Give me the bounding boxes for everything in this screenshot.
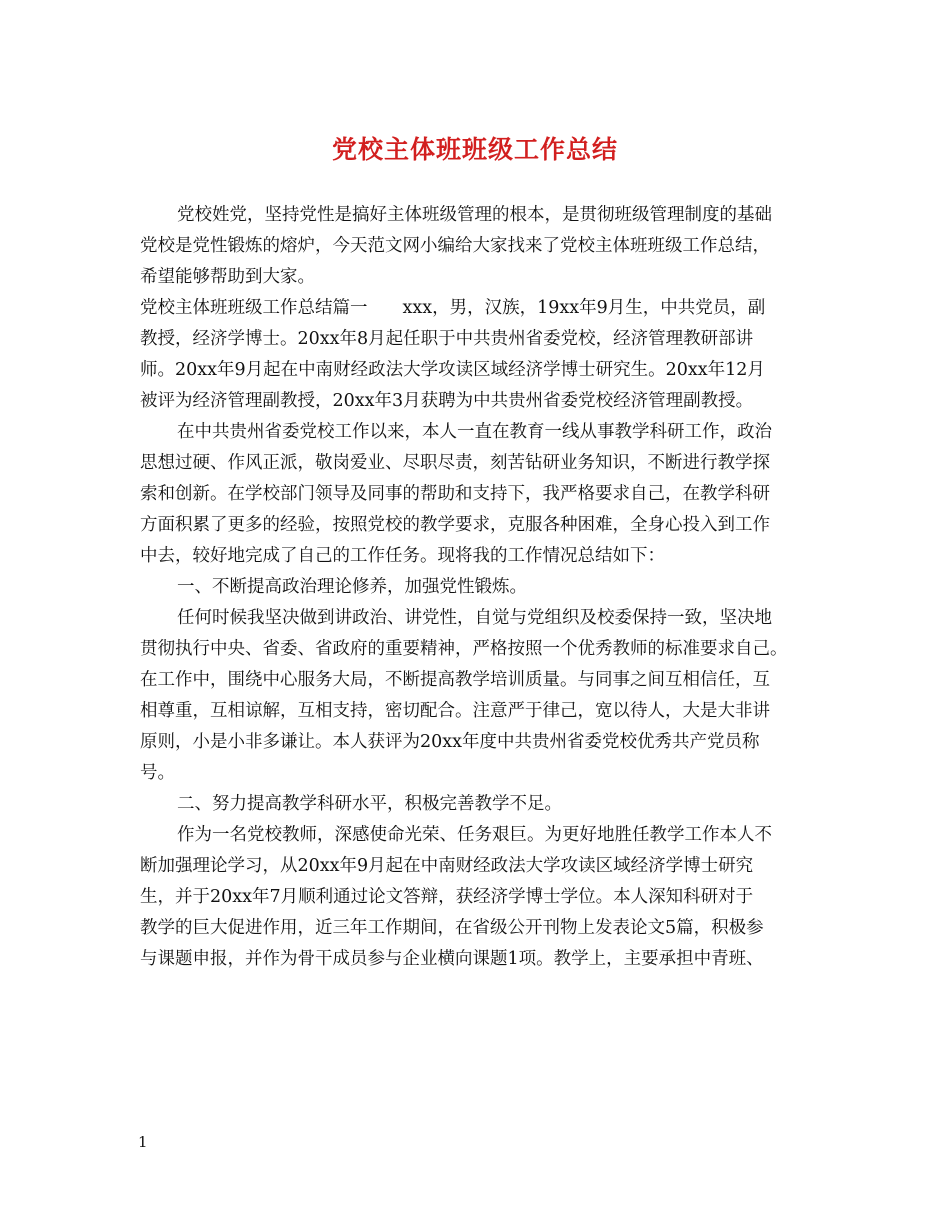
body-line: 生，并于20xx年7月顺利通过论文答辩，获经济学博士学位。本人深知科研对于 (140, 887, 754, 907)
document-body (140, 200, 815, 975)
body-line: 断加强理论学习，从20xx年9月起在中南财经政法大学攻读区域经济学博士研究 (140, 856, 754, 876)
body-line: 相尊重，互相谅解，互相支持，密切配合。注意严于律己，宽以待人，大是大非讲 (140, 701, 770, 721)
body-line: 方面积累了更多的经验，按照党校的教学要求，克服各种困难，全身心投入到工作 (140, 515, 770, 535)
body-line: 党校主体班班级工作总结篇一 xxx，男，汉族，19xx年9月生，中共党员，副 (140, 298, 766, 318)
body-line: 党校是党性锻炼的熔炉，今天范文网小编给大家找来了党校主体班班级工作总结， (140, 236, 770, 256)
body-line: 在工作中，围绕中心服务大局，不断提高教学培训质量。与同事之间互相信任，互 (140, 670, 770, 690)
body-line: 索和创新。在学校部门领导及同事的帮助和支持下，我严格要求自己，在教学科研 (140, 484, 770, 504)
body-line: 任何时候我坚决做到讲政治、讲党性，自觉与党组织及校委保持一致，坚决地 (177, 608, 772, 628)
body-line: 教学的巨大促进作用，近三年工作期间，在省级公开刊物上发表论文5篇，积极参 (140, 918, 764, 938)
document-title: 党校主体班班级工作总结 (331, 135, 618, 164)
body-line: 二、努力提高教学科研水平，积极完善教学不足。 (177, 794, 562, 814)
body-line: 思想过硬、作风正派，敬岗爱业、尽职尽责，刻苦钻研业务知识，不断进行教学探 (140, 453, 770, 473)
body-line: 作为一名党校教师，深感使命光荣、任务艰巨。为更好地胜任教学工作本人不 (177, 825, 772, 845)
body-line: 希望能够帮助到大家。 (140, 267, 315, 287)
body-line: 教授，经济学博士。20xx年8月起任职于中共贵州省委党校，经济管理教研部讲 (140, 329, 754, 349)
body-line: 师。20xx年9月起在中南财经政法大学攻读区域经济学博士研究生。20xx年12月 (140, 360, 765, 380)
body-line: 一、不断提高政治理论修养，加强党性锻炼。 (177, 577, 527, 597)
body-line: 与课题申报，并作为骨干成员参与企业横向课题1项。教学上，主要承担中青班、 (140, 949, 764, 969)
body-line: 党校姓党，坚持党性是搞好主体班级管理的根本，是贯彻班级管理制度的基础 (177, 205, 772, 225)
body-line: 号。 (140, 763, 175, 783)
body-line: 原则，小是小非多谦让。本人获评为20xx年度中共贵州省委党校优秀共产党员称 (140, 732, 760, 752)
page-number: 1 (138, 1133, 148, 1151)
body-line: 被评为经济管理副教授，20xx年3月获聘为中共贵州省委党校经济管理副教授。 (140, 391, 754, 411)
body-line: 中去，较好地完成了自己的工作任务。现将我的工作情况总结如下： (140, 546, 665, 566)
body-line: 在中共贵州省委党校工作以来，本人一直在教育一线从事教学科研工作，政治 (177, 422, 772, 442)
body-line: 贯彻执行中央、省委、省政府的重要精神，严格按照一个优秀教师的标准要求自己。 (140, 639, 788, 659)
